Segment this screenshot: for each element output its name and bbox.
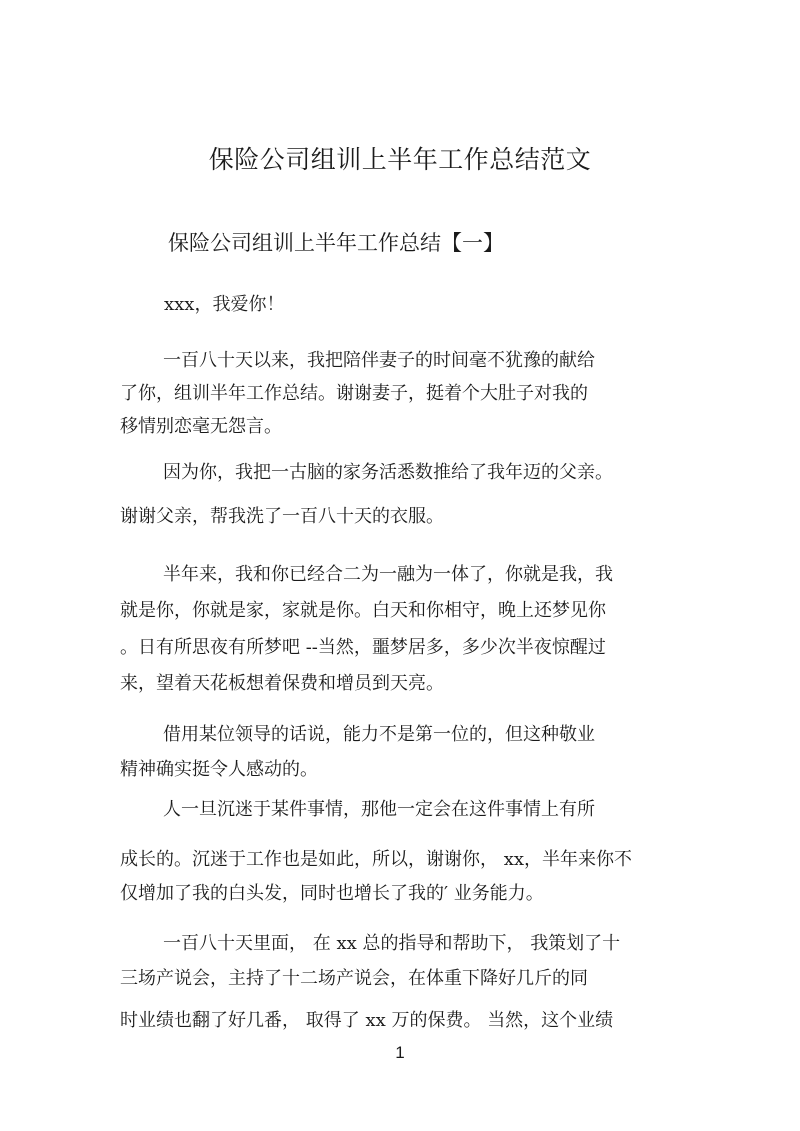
body-line: 移情别恋毫无怨言。	[120, 416, 282, 437]
body-line: 。日有所思夜有所梦吧 --当然，噩梦居多，多少次半夜惊醒过	[120, 637, 606, 658]
page-number: 1	[395, 1043, 405, 1062]
body-line: 借用某位领导的话说，能力不是第一位的，但这种敬业	[163, 724, 595, 745]
body-line: 成长的。沉迷于工作也是如此，所以，谢谢你， xx，半年来你不	[120, 849, 633, 870]
body-line: 一百八十天以来，我把陪伴妻子的时间毫不犹豫的献给	[163, 350, 595, 371]
body-line: 精神确实挺令人感动的。	[120, 759, 318, 780]
section-subtitle: 保险公司组训上半年工作总结【一】	[168, 231, 504, 255]
body-line: 时业绩也翻了好几番， 取得了 xx 万的保费。 当然，这个业绩	[120, 1010, 614, 1031]
greeting-line: xxx，我爱你！	[164, 294, 285, 315]
document-title: 保险公司组训上半年工作总结范文	[208, 145, 592, 174]
body-line: 三场产说会，主持了十二场产说会，在体重下降好几斤的同	[120, 968, 588, 989]
body-line: 半年来，我和你已经合二为一融为一体了，你就是我，我	[163, 564, 613, 585]
body-line: 人一旦沉迷于某件事情，那他一定会在这件事情上有所	[163, 799, 595, 820]
body-line: 了你，组训半年工作总结。谢谢妻子，挺着个大肚子对我的	[120, 383, 588, 404]
body-line: 因为你，我把一古脑的家务活悉数推给了我年迈的父亲。	[163, 462, 613, 483]
body-line: 一百八十天里面， 在 xx 总的指导和帮助下， 我策划了十	[163, 933, 621, 954]
body-line: 仅增加了我的白头发，同时也增长了我的′ 业务能力。	[120, 883, 544, 904]
body-line: 就是你，你就是家，家就是你。白天和你相守，晚上还梦见你	[120, 600, 606, 621]
body-line: 来，望着天花板想着保费和增员到天亮。	[120, 673, 444, 694]
body-line: 谢谢父亲，帮我洗了一百八十天的衣服。	[120, 506, 444, 527]
